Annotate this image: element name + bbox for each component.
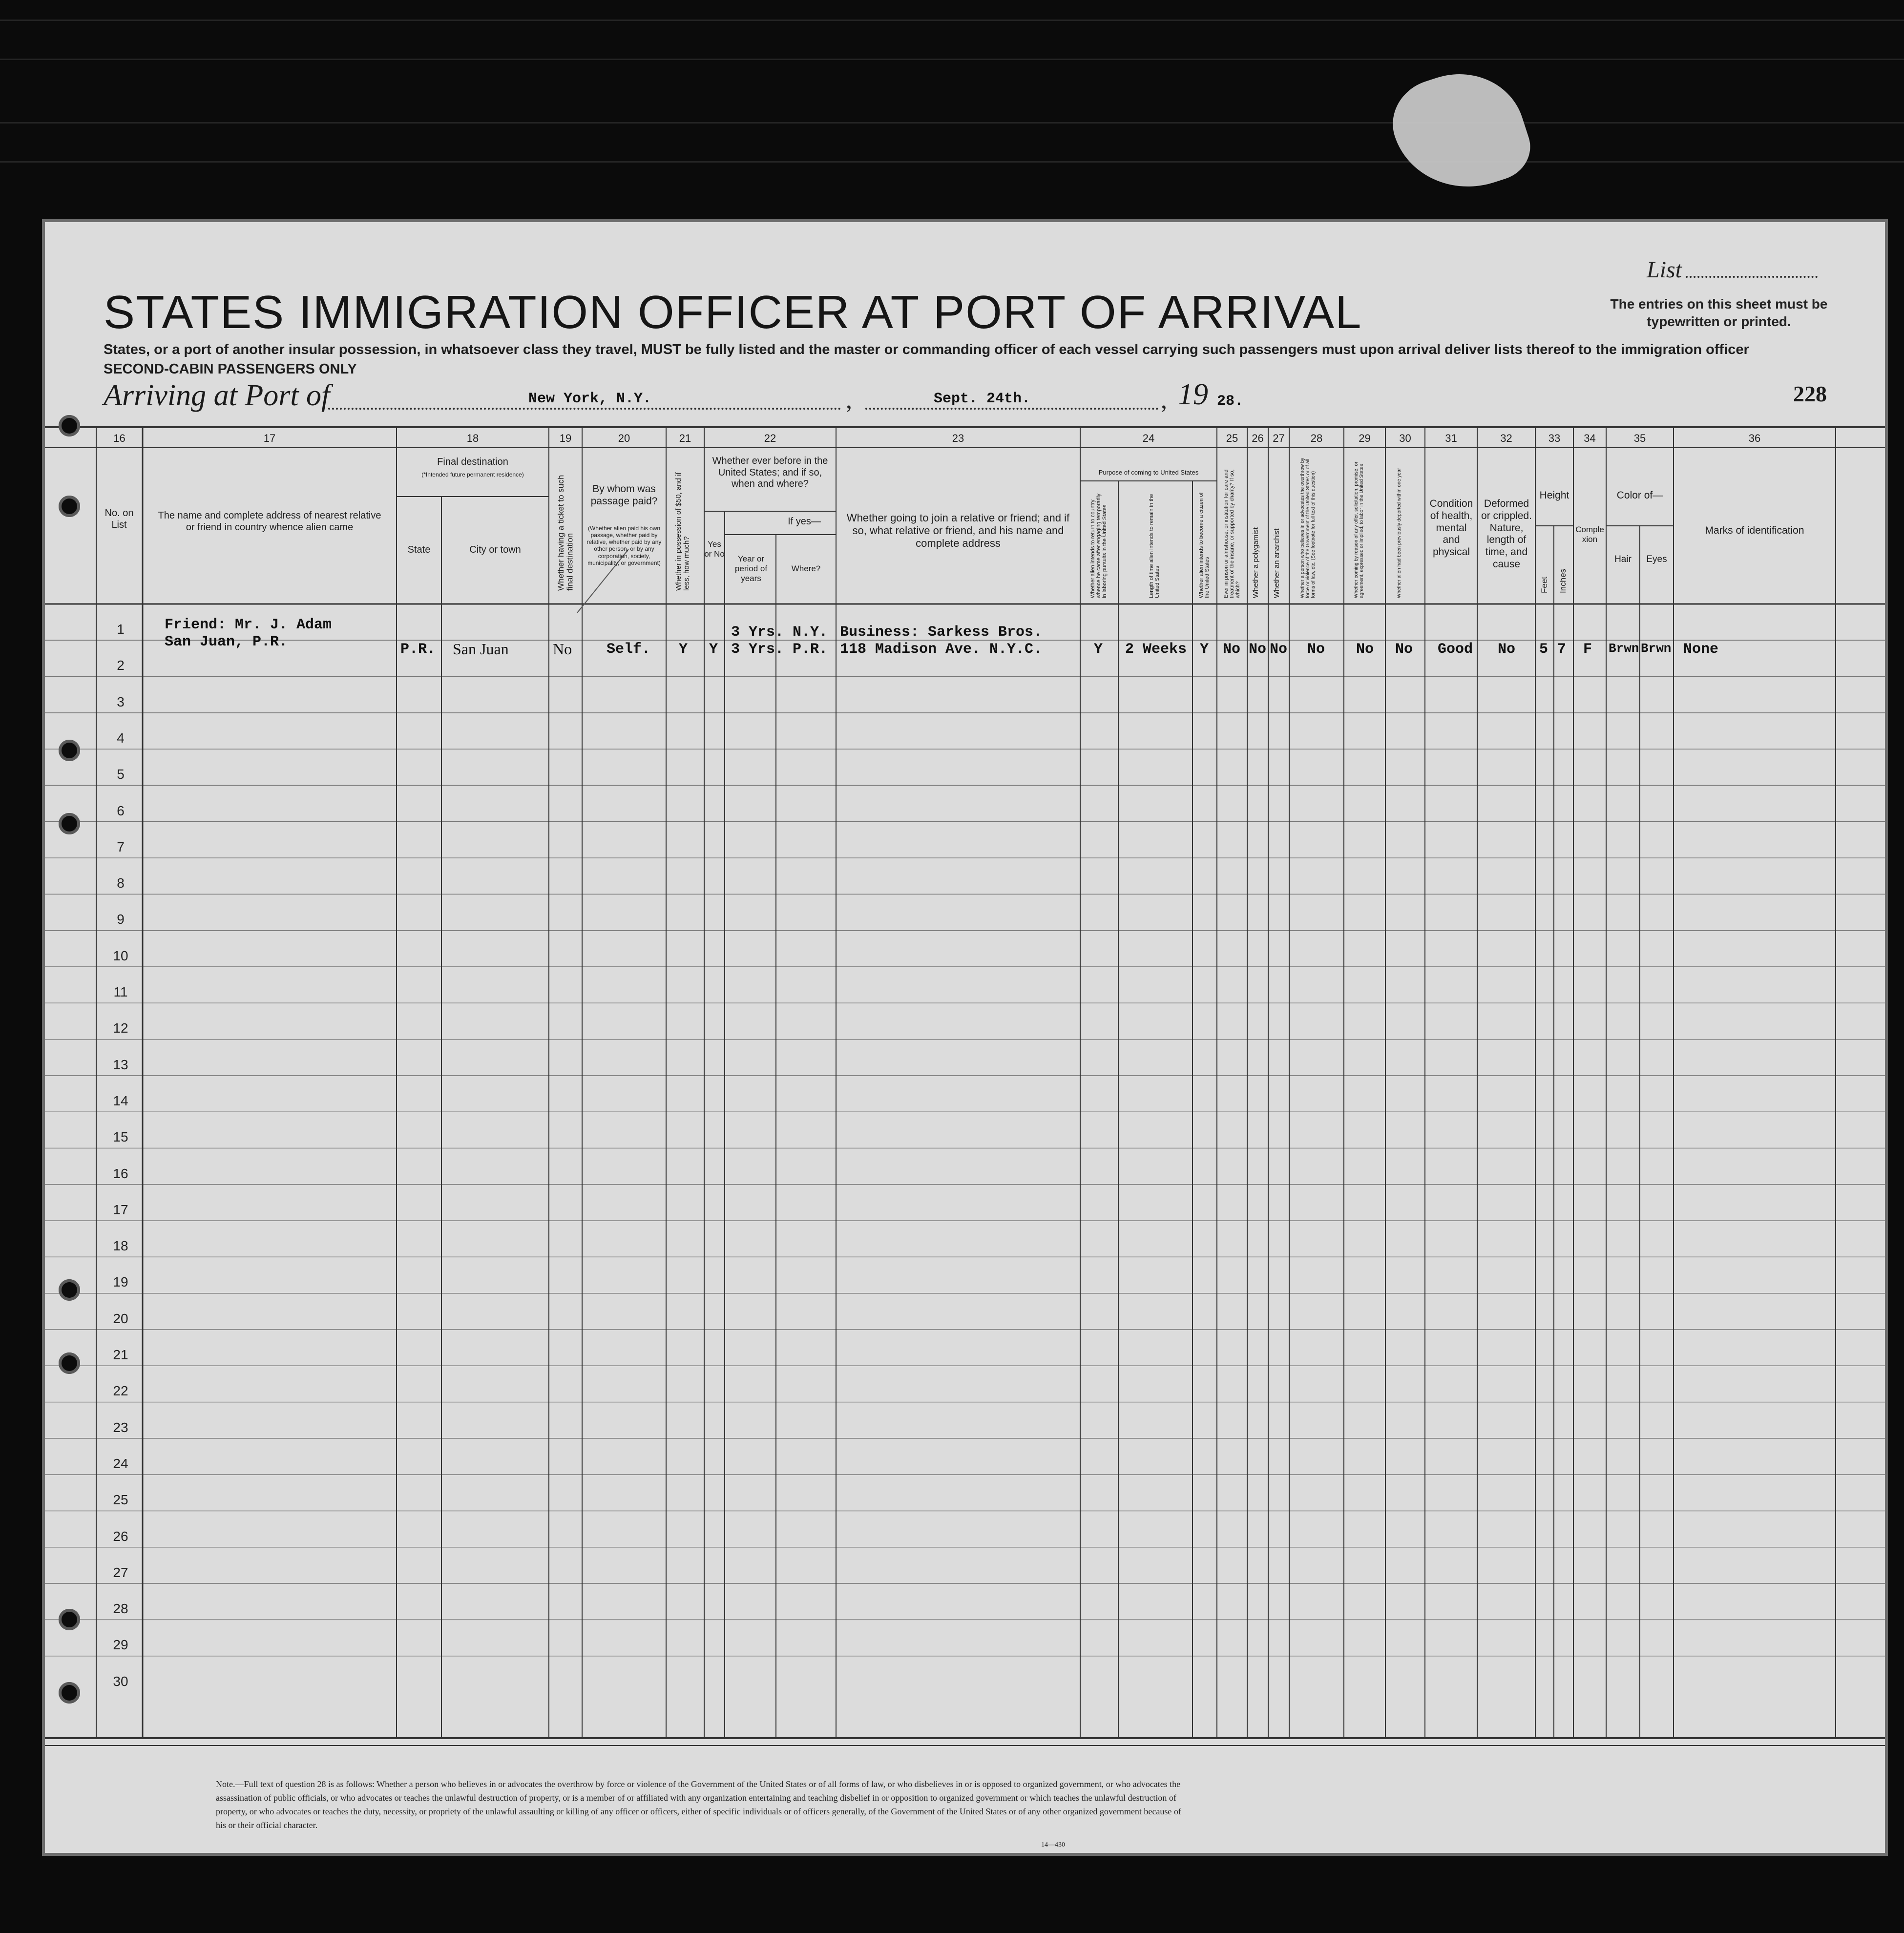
col-header-passage-paid: By whom was passage paid?: [590, 483, 658, 507]
col-num-20: 20: [618, 432, 630, 444]
col-header-color: Color of—: [1616, 490, 1663, 501]
row1-ticket: No: [553, 640, 572, 658]
row-number: 14: [113, 1093, 128, 1108]
binder-hole: [59, 415, 80, 436]
row-number: 10: [113, 948, 128, 963]
film-streak: [0, 122, 1904, 124]
col-header-height: Height: [1539, 490, 1569, 501]
row1-eyes: Brwn: [1641, 641, 1672, 656]
col-num-17: 17: [263, 432, 276, 444]
col-num-27: 27: [1273, 432, 1285, 444]
date-value: Sept. 24th.: [934, 391, 1031, 407]
row-number: 30: [113, 1673, 128, 1689]
row-number: 12: [113, 1020, 128, 1036]
row1-join-line1: Business: Sarkess Bros.: [840, 624, 1043, 641]
row1-state: P.R.: [400, 641, 436, 658]
row1-prison: No: [1223, 641, 1241, 658]
row-number: 8: [117, 875, 125, 891]
row1-length-stay: 2 Weeks: [1125, 641, 1187, 658]
page-number: 228: [1793, 381, 1827, 406]
list-label: List: [1647, 257, 1682, 283]
row1-city: San Juan: [453, 640, 509, 658]
row-number: 4: [117, 730, 125, 746]
row-number: 2: [117, 658, 125, 673]
row1-offer: No: [1356, 641, 1374, 658]
row-number: 27: [113, 1564, 128, 1580]
row-number: 3: [117, 694, 125, 709]
col-num-35: 35: [1633, 432, 1646, 444]
comma: ,: [846, 386, 852, 414]
row-number: 11: [113, 984, 128, 999]
col-num-16: 16: [113, 432, 126, 444]
year-suffix: 28.: [1217, 393, 1244, 410]
row1-anarchist: No: [1270, 641, 1288, 658]
col-header-health: Condition of health, mental and physical: [1429, 498, 1473, 558]
col-header-citizen: Whether alien intends to become a citizen of the United States: [1198, 492, 1211, 598]
binder-hole: [59, 496, 80, 517]
col-header-hair: Hair: [1614, 554, 1632, 564]
table-grid: [45, 222, 1885, 1853]
col-num-23: 23: [952, 432, 964, 444]
col-header-eyes: Eyes: [1646, 554, 1667, 564]
row1-before-line2: 3 Yrs. P.R.: [731, 641, 828, 658]
row1-inches: 7: [1557, 641, 1567, 658]
col-num-18: 18: [466, 432, 479, 444]
row-number: 9: [117, 912, 125, 927]
cabin-class-label: SECOND-CABIN PASSENGERS ONLY: [104, 361, 357, 377]
col-num-36: 36: [1748, 432, 1761, 444]
row-number: 22: [113, 1383, 128, 1399]
row-number: 13: [113, 1057, 128, 1072]
row1-hair: Brwn: [1609, 641, 1639, 656]
manifest-page: [45, 222, 1885, 1853]
row1-deformed: No: [1498, 641, 1516, 658]
col-header-inches: Inches: [1558, 568, 1568, 593]
row1-fifty: Y: [679, 641, 688, 658]
row-number: 1: [117, 622, 125, 637]
col-header-join-relative: Whether going to join a relative or friend; and if so, what relative or friend, and his name and complete address: [846, 512, 1070, 549]
col-header-final-destination-note: (*Intended future permanent residence): [421, 471, 524, 478]
col-header-fifty-dollars: Whether in possession of $50, and if less, how much?: [674, 472, 691, 591]
row1-paid-by: Self.: [607, 641, 651, 658]
col-header-no-on-list: No. on List: [105, 508, 134, 530]
binder-hole: [59, 740, 80, 761]
row1-citizen: Y: [1200, 641, 1209, 658]
col-header-ticket: Whether having a ticket to such final destination: [556, 475, 575, 591]
row1-complexion: F: [1583, 641, 1592, 658]
row1-deported: No: [1395, 641, 1413, 658]
row-number: 25: [113, 1492, 128, 1508]
binder-hole: [59, 1279, 80, 1301]
col-num-32: 32: [1500, 432, 1512, 444]
col-header-prison: Ever in prison or almshouse, or institution for care and treatment of the insane, or supported by charity? If so, which?: [1223, 469, 1241, 598]
col-header-marks: Marks of identification: [1705, 525, 1804, 536]
col-num-30: 30: [1399, 432, 1411, 444]
col-header-relative: The name and complete address of nearest relative or friend in country whence alien came: [158, 510, 381, 533]
row1-polygamist: No: [1249, 641, 1267, 658]
row-number: 15: [113, 1129, 128, 1145]
row1-marks: None: [1683, 641, 1719, 658]
col-header-length-stay: Length of time alien intends to remain in the United States: [1149, 494, 1161, 598]
col-header-if-yes: If yes—: [788, 516, 821, 527]
col-header-before-in-us: Whether ever before in the United States; and if so, when and where?: [712, 456, 828, 490]
binder-hole: [59, 1682, 80, 1704]
col-header-purpose: Purpose of coming to United States: [1098, 469, 1199, 476]
row1-relative-line1: Friend: Mr. J. Adam: [165, 617, 332, 633]
row-number: 23: [113, 1419, 128, 1435]
row-number: 26: [113, 1528, 128, 1544]
col-header-deported: Whether alien had been previously deported within one year: [1397, 468, 1402, 598]
row-number: 6: [117, 803, 125, 818]
row-number: 5: [117, 767, 125, 782]
col-header-q28: Whether a person who believes in or advocates the overthrow by force or violence of the Government of the United States or of all forms of law, etc. (See footnote for full text of this question): [1300, 457, 1316, 598]
row-number: 28: [113, 1601, 128, 1617]
binder-hole: [59, 1352, 80, 1374]
col-header-period: Year or period of years: [734, 554, 768, 583]
row-number: 19: [113, 1274, 128, 1290]
row-number: 16: [113, 1165, 128, 1181]
col-num-28: 28: [1310, 432, 1323, 444]
col-header-return-temp: Whether alien intends to return to country whence he came after engaging temporarily in laboring pursuits in the United States: [1090, 493, 1108, 598]
col-num-25: 25: [1226, 432, 1238, 444]
binder-hole: [59, 1609, 80, 1630]
row1-q28: No: [1307, 641, 1325, 658]
comma: ,: [1161, 386, 1167, 414]
col-num-24: 24: [1142, 432, 1155, 444]
row-number: 17: [113, 1202, 128, 1217]
arriving-label: Arriving at Port of: [104, 379, 330, 412]
instruction-text: States, or a port of another insular possession, in whatsoever class they travel, MUST be fully listed and the master or commanding officer of each vessel carrying such passengers must upon arrival deliver lists thereof to the immigration officer: [104, 342, 1749, 357]
row1-relative-line2: San Juan, P.R.: [165, 634, 288, 650]
row1-return-temp: Y: [1094, 641, 1103, 658]
col-header-complexion: Complexion: [1575, 525, 1604, 544]
row1-before-line1: 3 Yrs. N.Y.: [731, 624, 828, 641]
footnote-q28: Note.—Full text of question 28 is as follows: Whether a person who believes in or advocates the overthrow by force or violence of the Government of the United States or of all forms of law, or who disbelieves in or is opposed to organized government, or who advocates the assassination of public officials, or who advocates or teaches the unlawful destruction of property, or is a member of or affiliated with any organization entertaining and teaching disbelief in or opposition to organized government or which teaches the unlawful destruction of property, or who advocates or teaches the duty, necessity, or propriety of the unlawful assaulting or killing of any officer or officers, either of specific individuals or of officers generally, of the Government of the United States or of any other organized government because of his or their official character.: [216, 1779, 1181, 1830]
row-number: 18: [113, 1238, 128, 1254]
col-header-yes-no: Yes or No: [704, 540, 725, 559]
port-value: New York, N.Y.: [528, 391, 652, 407]
form-code: 14—430: [1041, 1841, 1065, 1849]
col-header-polygamist: Whether a polygamist: [1252, 527, 1260, 598]
row-number: 7: [117, 839, 125, 854]
film-streak: [0, 20, 1904, 21]
col-num-19: 19: [559, 432, 572, 444]
film-streak: [0, 161, 1904, 163]
col-num-21: 21: [679, 432, 691, 444]
col-num-33: 33: [1548, 432, 1561, 444]
binder-hole: [59, 813, 80, 834]
typewritten-note: The entries on this sheet must be typewritten or printed.: [1610, 296, 1828, 329]
row-number: 21: [113, 1347, 128, 1362]
col-header-passage-paid-note: (Whether alien paid his own passage, whether paid by relative, whether paid by any other person, or by any corporation, society, municipality, or government): [586, 525, 662, 566]
col-header-feet: Feet: [1540, 576, 1549, 593]
col-header-deformed: Deformed or crippled. Nature, length of time, and cause: [1481, 498, 1532, 570]
row1-feet: 5: [1539, 641, 1548, 658]
year-prefix: 19: [1178, 378, 1208, 411]
row-number: 24: [113, 1455, 128, 1471]
col-num-31: 31: [1445, 432, 1457, 444]
col-header-anarchist: Whether an anarchist: [1273, 528, 1281, 598]
row1-join-line2: 118 Madison Ave. N.Y.C.: [840, 641, 1043, 658]
row-number: 29: [113, 1637, 128, 1653]
row1-health: Good: [1438, 641, 1473, 658]
film-streak: [0, 59, 1904, 60]
col-num-26: 26: [1252, 432, 1264, 444]
col-header-final-destination: Final destination: [437, 457, 508, 467]
col-header-where: Where?: [791, 564, 821, 573]
col-num-29: 29: [1359, 432, 1371, 444]
col-header-offer: Whether coming by reason of any offer, solicitation, promise, or agreement, expressed or implied, to labor in the United States: [1354, 461, 1364, 598]
paper-tab-scrap: [1381, 57, 1538, 208]
row1-before-yesno: Y: [709, 641, 718, 658]
col-num-22: 22: [764, 432, 776, 444]
row-number: 20: [113, 1310, 128, 1326]
col-header-city: City or town: [469, 544, 521, 555]
page-title: STATES IMMIGRATION OFFICER AT PORT OF ARRIVAL: [104, 286, 1362, 338]
col-header-state: State: [407, 544, 431, 555]
col-num-34: 34: [1584, 432, 1596, 444]
